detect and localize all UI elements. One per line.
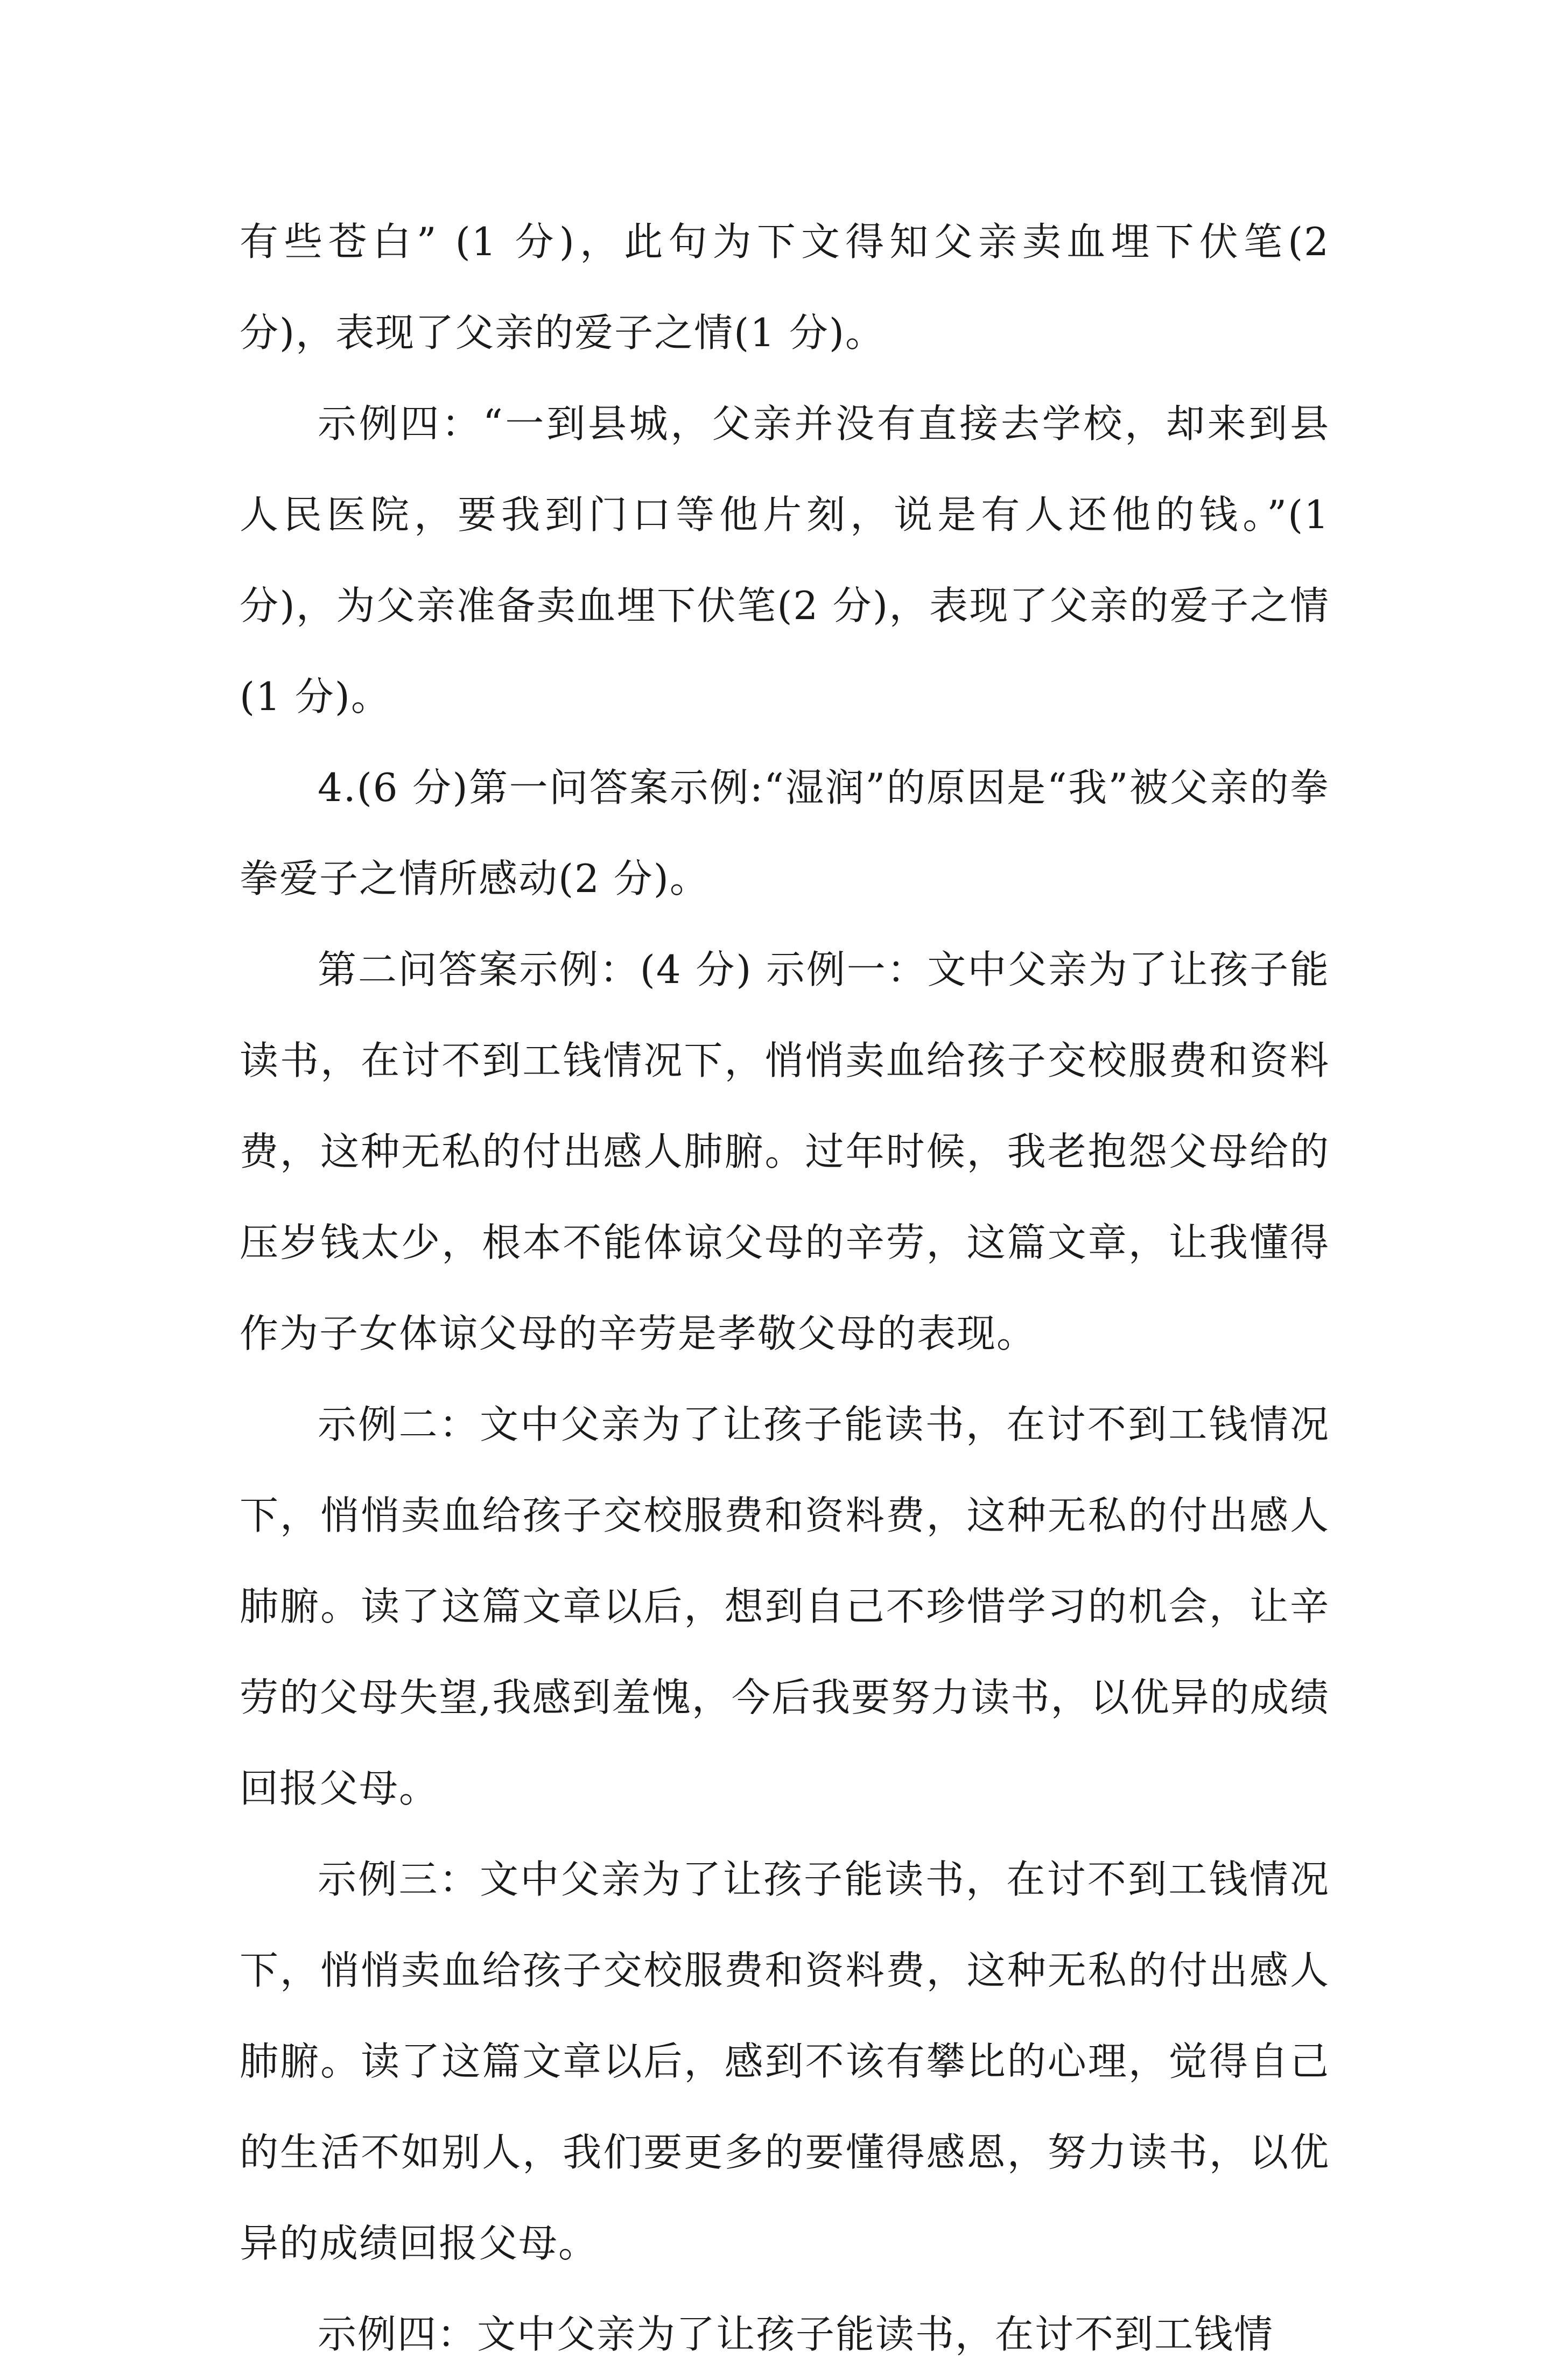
paragraph-example-4: 示例四：“一到县城，父亲并没有直接去学校，却来到县人民医院，要我到门口等他片刻，说是有人还他的钱。”(1 分)，为父亲准备卖血埋下伏笔(2 分)，表现了父亲的爱子之情(1 分)。: [240, 401, 1330, 719]
paragraph-part-2-example-3: 示例三：文中父亲为了让孩子能读书，在讨不到工钱情况下，悄悄卖血给孩子交校服费和资料费，这种无私的付出感人肺腑。读了这篇文章以后，感到不该有攀比的心理，觉得自己的生活不如别人，我们要更多的要懂得感恩，努力读书，以优异的成绩回报父母。: [240, 1857, 1330, 2266]
paragraph-question-4-part-2-example-1: 第二问答案示例：(4 分) 示例一：文中父亲为了让孩子能读书，在讨不到工钱情况下，悄悄卖血给孩子交校服费和资料费，这种无私的付出感人肺腑。过年时候，我老抱怨父母给的压岁钱太少，根本不能体谅父母的辛劳，这篇文章，让我懂得作为子女体谅父母的辛劳是孝敬父母的表现。: [240, 947, 1330, 1356]
paragraph-part-2-example-2: 示例二：文中父亲为了让孩子能读书，在讨不到工钱情况下，悄悄卖血给孩子交校服费和资料费，这种无私的付出感人肺腑。读了这篇文章以后，想到自己不珍惜学习的机会，让辛劳的父母失望,我感到羞愧，今后我要努力读书，以优异的成绩回报父母。: [240, 1402, 1330, 1811]
paragraph-part-2-example-4: 示例四：文中父亲为了让孩子能读书，在讨不到工钱情: [318, 2312, 1274, 2357]
paragraph-question-4-part-1: 4.(6 分)第一问答案示例:“湿润”的原因是“我”被父亲的拳拳爱子之情所感动(2 分)。: [240, 765, 1330, 901]
paragraph-example-3-continued: 有些苍白” (1 分)，此句为下文得知父亲卖血埋下伏笔(2 分)，表现了父亲的爱子之情(1 分)。: [240, 219, 1330, 355]
document-body: [240, 196, 1330, 2380]
